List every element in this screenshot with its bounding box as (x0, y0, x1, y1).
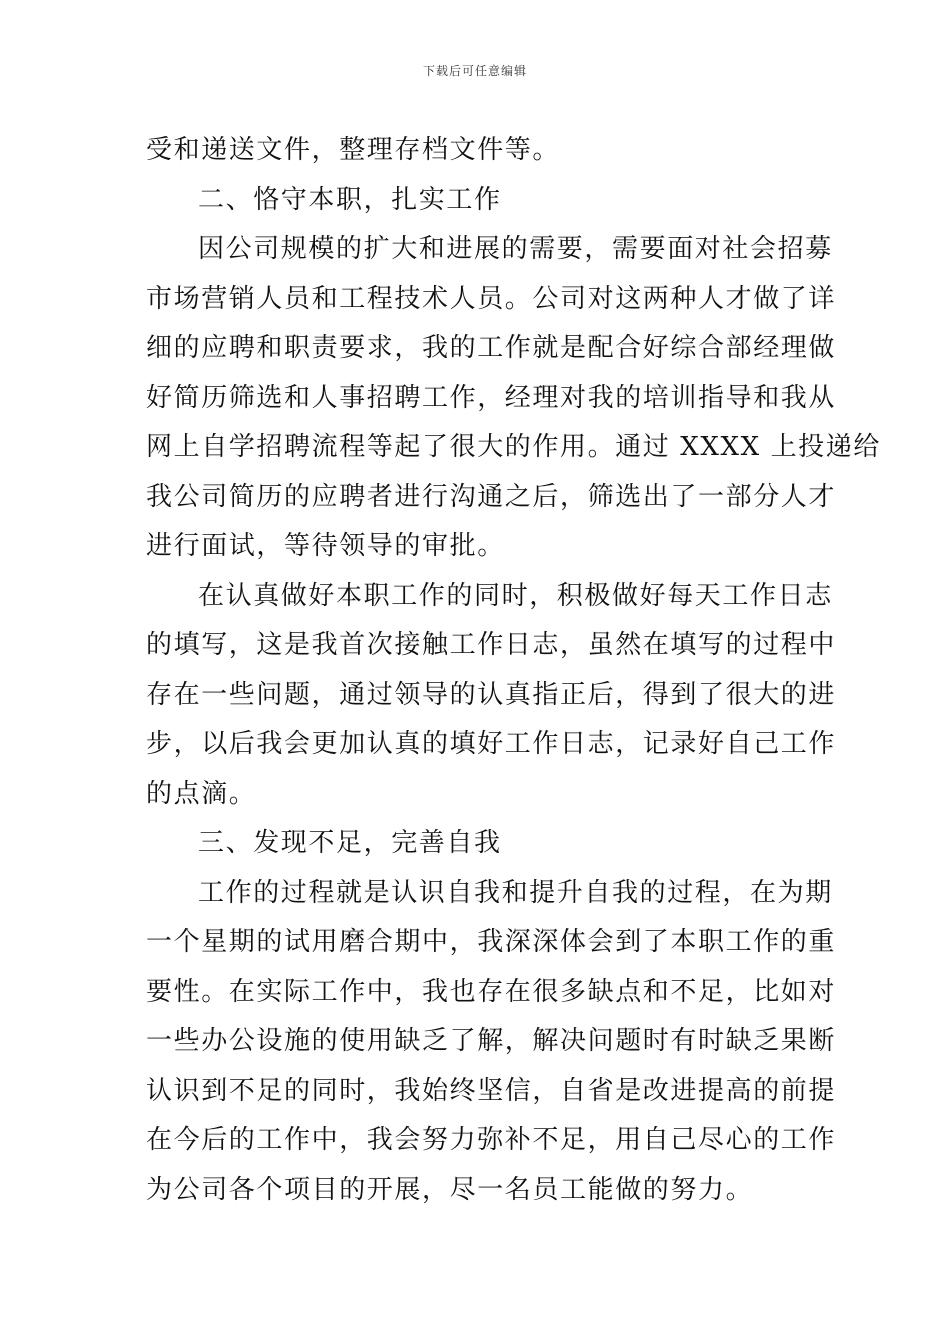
paragraph-start-line: 在认真做好本职工作的同时，积极做好每天工作日志 (198, 580, 833, 611)
text-line: 为公司各个项目的开展，尽一名员工能做的努力。 (146, 1174, 754, 1205)
text-line: 的点滴。 (146, 778, 257, 809)
text-line: 市场营销人员和工程技术人员。公司对这两种人才做了详 (146, 283, 837, 314)
text-line: 网上自学招聘流程等起了很大的作用。通过 XXXX 上投递给 (146, 432, 881, 462)
document-body (146, 126, 881, 1215)
text-line: 存在一些问题，通过领导的认真指正后，得到了很大的进 (146, 679, 837, 710)
paragraph-start-line: 工作的过程就是认识自我和提升自我的过程，在为期 (198, 877, 833, 908)
section-heading: 三、发现不足，完善自我 (198, 828, 502, 858)
text-line: 在今后的工作中，我会努力弥补不足，用自己尽心的工作 (146, 1125, 837, 1155)
section-heading: 二、恪守本职，扎实工作 (198, 184, 502, 215)
page-header-note: 下载后可任意编辑 (422, 64, 527, 78)
text-line: 认识到不足的同时，我始终坚信，自省是改进提高的前提 (146, 1075, 837, 1106)
text-line: 受和递送文件，整理存档文件等。 (146, 135, 561, 165)
text-line: 细的应聘和职责要求，我的工作就是配合好综合部经理做 (146, 333, 837, 363)
text-line: 要性。在实际工作中，我也存在很多缺点和不足，比如对 (146, 976, 837, 1007)
text-line: 进行面试，等待领导的审批。 (146, 531, 505, 561)
text-line: 一些办公设施的使用缺乏了解，解决问题时有时缺乏果断 (146, 1026, 837, 1056)
text-line: 我公司简历的应聘者进行沟通之后，筛选出了一部分人才 (146, 481, 837, 512)
text-line: 一个星期的试用磨合期中，我深深体会到了本职工作的重 (146, 927, 837, 957)
text-line: 步，以后我会更加认真的填好工作日志，记录好自己工作 (146, 729, 837, 759)
paragraph-start-line: 因公司规模的扩大和进展的需要，需要面对社会招募 (198, 234, 833, 264)
text-line: 好简历筛选和人事招聘工作，经理对我的培训指导和我从 (146, 382, 837, 413)
text-line: 的填写，这是我首次接触工作日志，虽然在填写的过程中 (146, 630, 837, 660)
